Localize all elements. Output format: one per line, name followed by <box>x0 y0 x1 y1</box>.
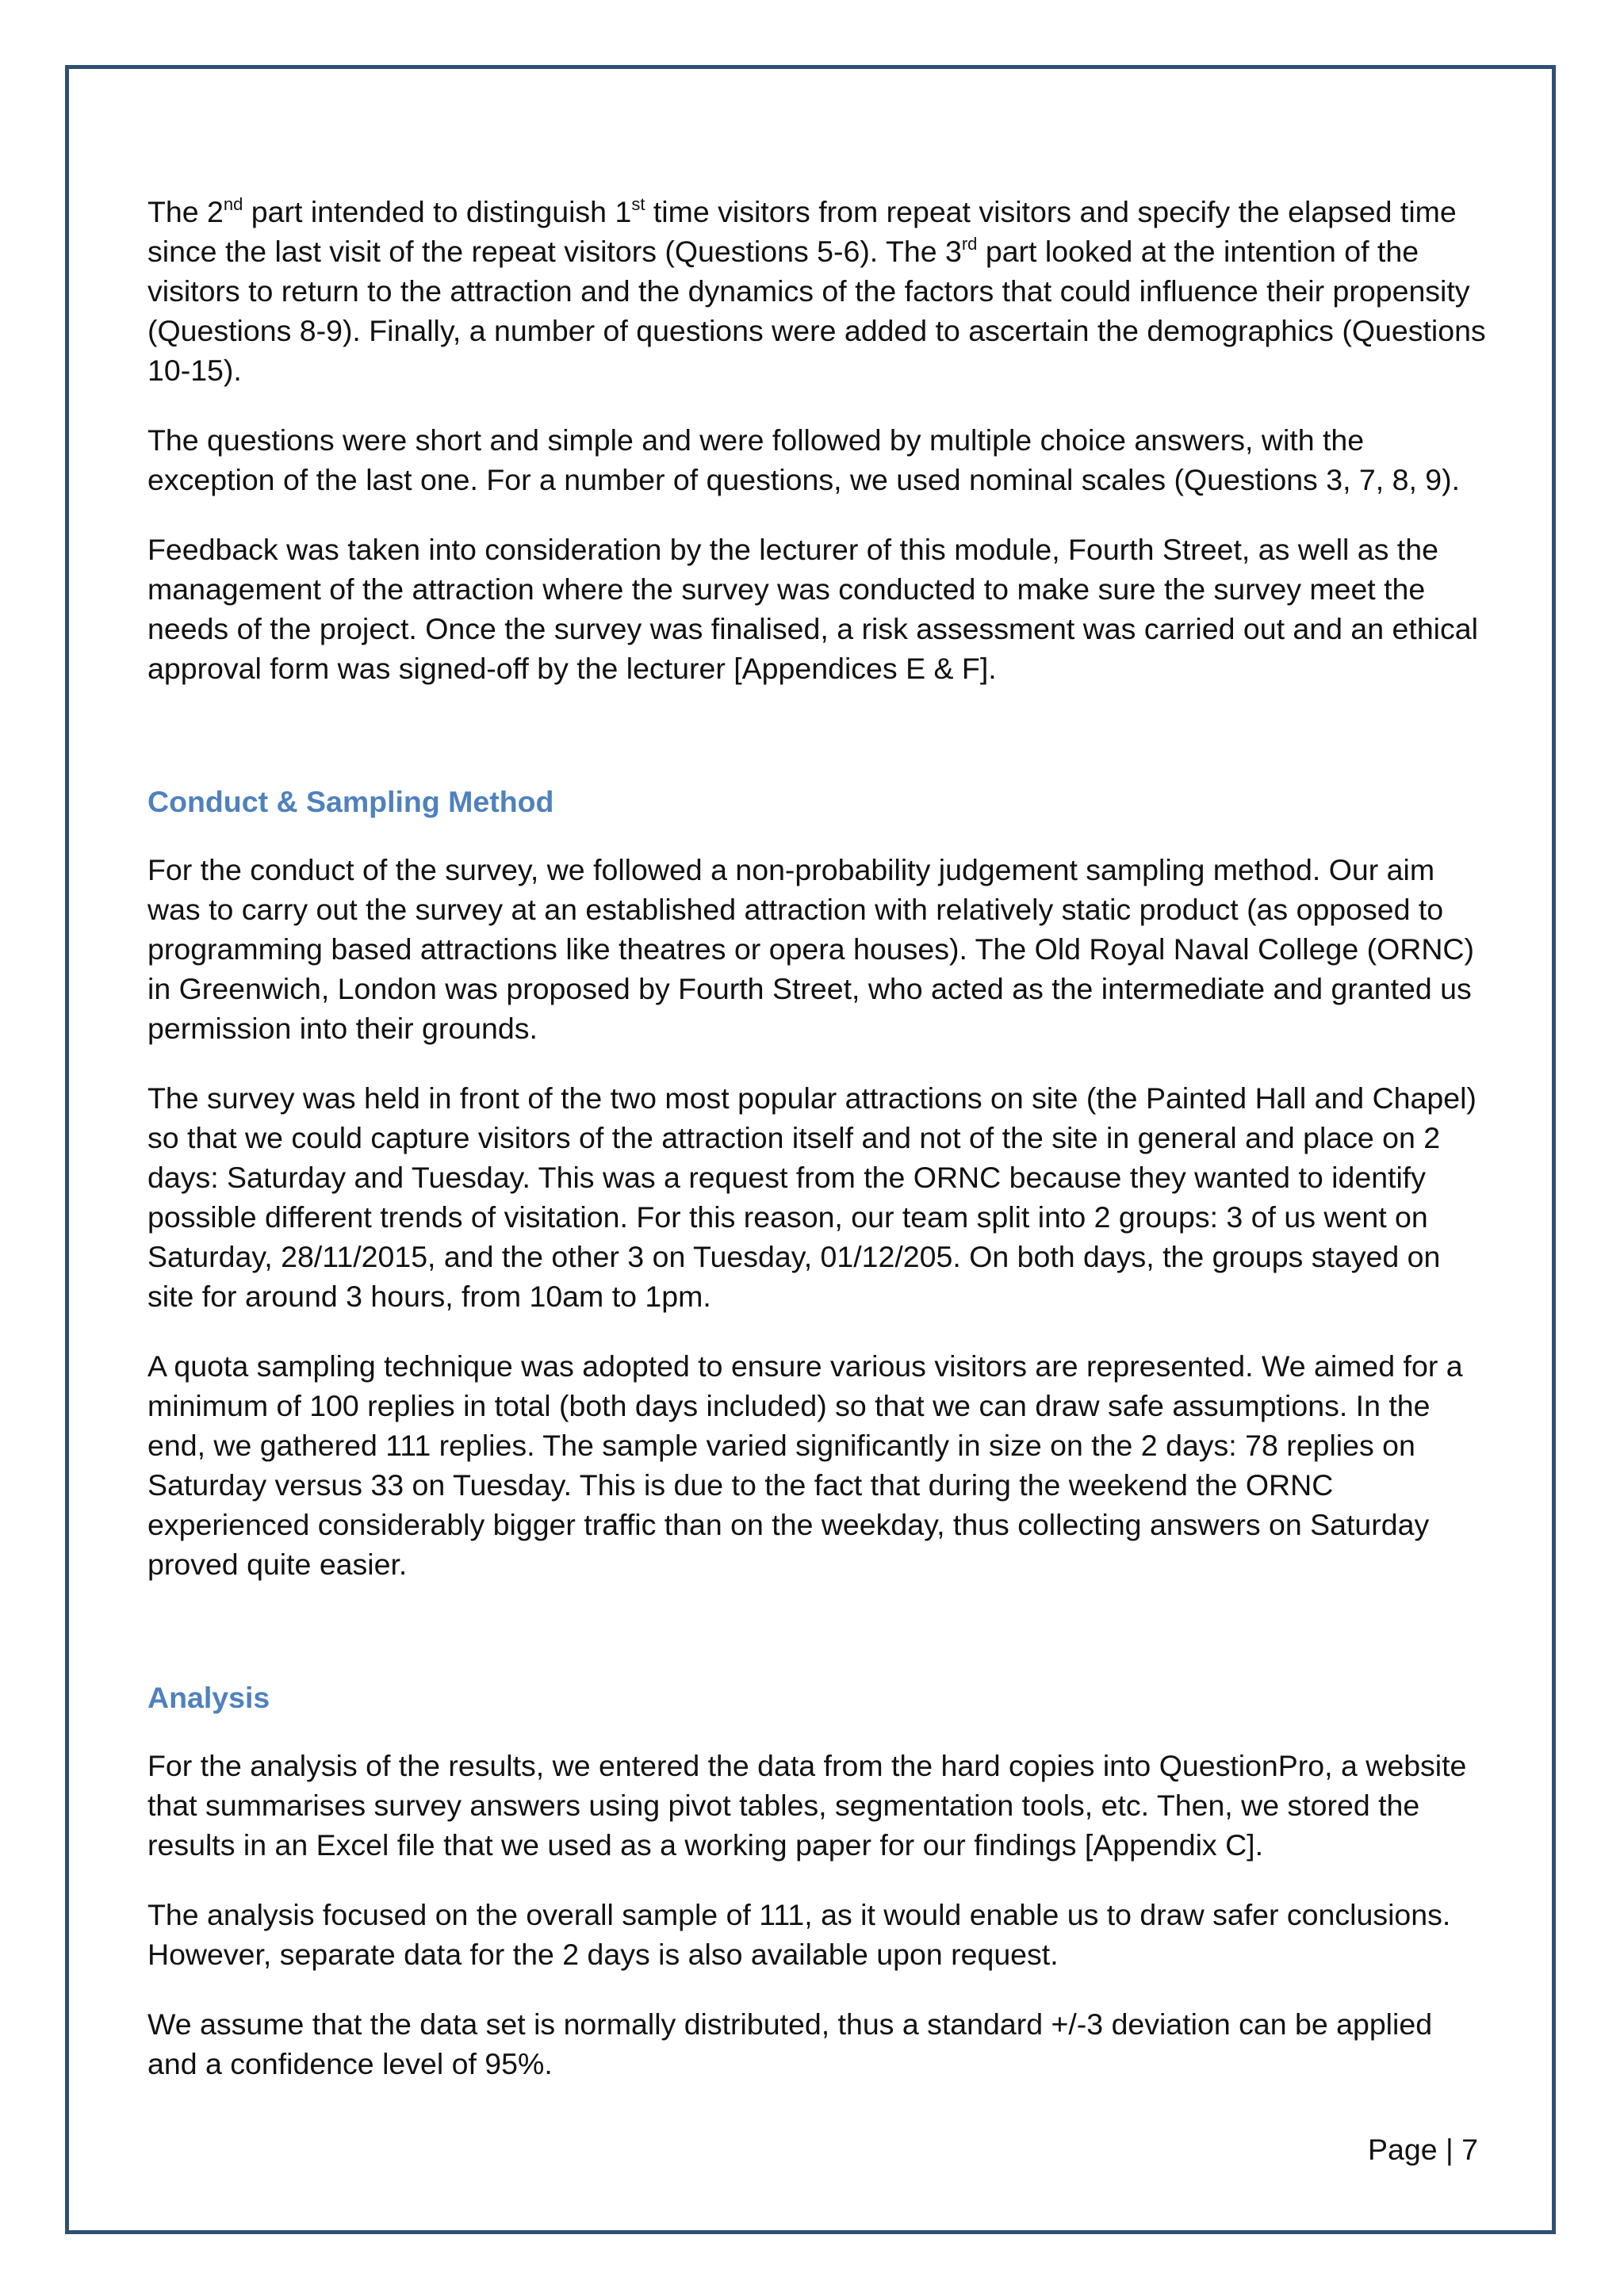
analysis-heading: Analysis <box>147 1681 270 1714</box>
conduct-heading: Conduct & Sampling Method <box>147 785 554 818</box>
conduct-paragraph-3: A quota sampling technique was adopted to ensure various visitors are represented. We aimed for a minimum of 100 replies in total (both days included) so that we can draw safe assumptions. In the end, we gathered 111 replies. The sample varied significantly in size on the 2 days: 78 replies on Saturday versus 33 on Tuesday. This is due to the fact that during the weekend the ORNC experienced considerably bigger traffic than on the weekday, thus collecting answers on Saturday proved quite easier. <box>147 1349 1463 1581</box>
analysis-paragraph-2: The analysis focused on the overall sample of 111, as it would enable us to draw safer conclusions. However, separate data for the 2 days is also available upon request. <box>147 1898 1451 1971</box>
page-number: Page | 7 <box>1367 2133 1478 2166</box>
conduct-paragraph-2: The survey was held in front of the two most popular attractions on site (the Painted Hall and Chapel) so that we could capture visitors of the attraction itself and not of the site in general and place on 2 days: Saturday and Tuesday. This was a request from the ORNC because they wanted to identify possible different trends of visitation. For this reason, our team split into 2 groups: 3 of us went on Saturday, 28/11/2015, and the other 3 on Tuesday, 01/12/205. On both days, the groups stayed on site for around 3 hours, from 10am to 1pm. <box>147 1081 1477 1313</box>
analysis-paragraph-1: For the analysis of the results, we entered the data from the hard copies into QuestionPro, a website that summarises survey answers using pivot tables, segmentation tools, etc. Then, we stored the results in an Excel file that we used as a working paper for our findings [Appendix C]. <box>147 1749 1467 1862</box>
intro-paragraph-3: Feedback was taken into consideration by the lecturer of this module, Fourth Street, as well as the management of the attraction where the survey was conducted to make sure the survey meet the needs of the project. Once the survey was finalised, a risk assessment was carried out and an ethical approval form was signed-off by the lecturer [Appendices E & F]. <box>147 533 1478 685</box>
analysis-paragraph-3: We assume that the data set is normally distributed, thus a standard +/-3 deviation can be applied and a confidence level of 95%. <box>147 2007 1433 2080</box>
section-spacer <box>147 1614 1488 1678</box>
intro-paragraph-2: The questions were short and simple and were followed by multiple choice answers, with the exception of the last one. For a number of questions, we used nominal scales (Questions 3, 7, 8, 9). <box>147 423 1461 496</box>
document-body <box>147 192 1488 2114</box>
intro-paragraph-1: The 2nd part intended to distinguish 1st time visitors from repeat visitors and specify the elapsed time since the last visit of the repeat visitors (Questions 5-6). The 3rd part looked at the intention of the visitors to return to the attraction and the dynamics of the factors that could influence their propensity (Questions 8-9). Finally, a number of questions were added to ascertain the demographics (Questions 10-15). <box>147 193 1486 387</box>
section-spacer <box>147 718 1488 782</box>
conduct-paragraph-1: For the conduct of the survey, we followed a non-probability judgement sampling method. Our aim was to carry out the survey at an established attraction with relatively static product (as opposed to programming based attractions like theatres or opera houses). The Old Royal Naval College (ORNC) in Greenwich, London was proposed by Fourth Street, who acted as the intermediate and granted us permission into their grounds. <box>147 853 1474 1045</box>
